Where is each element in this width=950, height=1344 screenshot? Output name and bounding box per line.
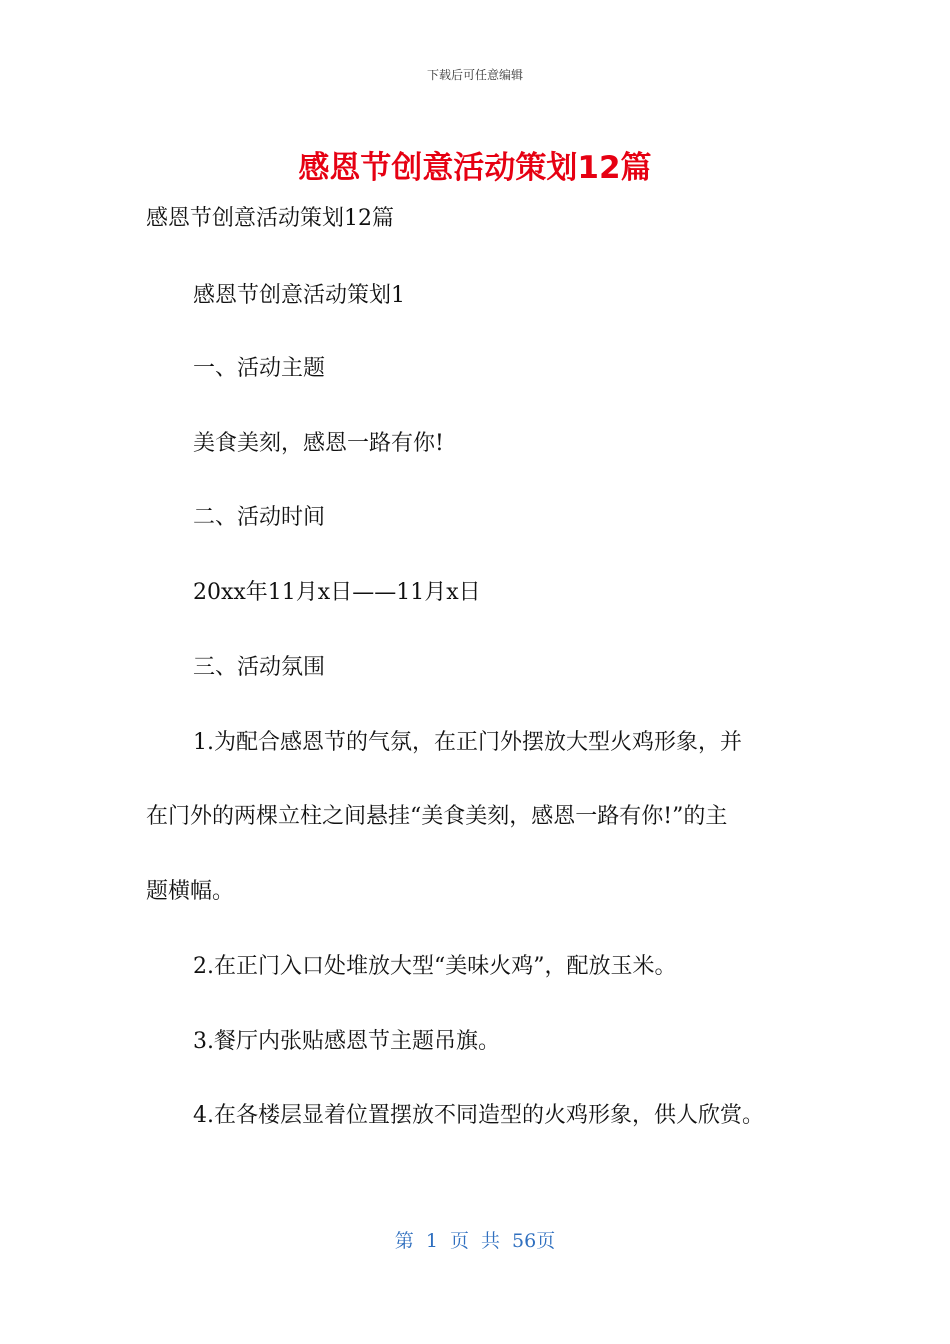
- subtitle-line: 感恩节创意活动策划12篇: [146, 206, 394, 231]
- section-heading: 三、活动氛围: [193, 655, 326, 680]
- paragraph-line: 3.餐厅内张贴感恩节主题吊旗。: [193, 1029, 500, 1054]
- section-heading: 感恩节创意活动策划1: [193, 283, 405, 308]
- section-heading: 一、活动主题: [193, 356, 326, 381]
- paragraph-line: 题横幅。: [146, 879, 235, 904]
- header-note: 下载后可任意编辑: [426, 68, 523, 82]
- page-footer: 第 1 页 共 56页: [394, 1230, 556, 1252]
- paragraph-line: 美食美刻，感恩一路有你!: [193, 431, 444, 456]
- paragraph-line: 4.在各楼层显着位置摆放不同造型的火鸡形象，供人欣赏。: [193, 1103, 764, 1128]
- document-title: 感恩节创意活动策划12篇: [298, 150, 652, 186]
- paragraph-line: 在门外的两棵立柱之间悬挂“美食美刻，感恩一路有你!”的主: [146, 804, 728, 829]
- paragraph-line: 20xx年11月x日——11月x日: [193, 580, 481, 605]
- section-heading: 二、活动时间: [193, 505, 326, 530]
- paragraph-line: 2.在正门入口处堆放大型“美味火鸡”，配放玉米。: [193, 954, 677, 979]
- paragraph-line: 1.为配合感恩节的气氛，在正门外摆放大型火鸡形象，并: [193, 730, 742, 755]
